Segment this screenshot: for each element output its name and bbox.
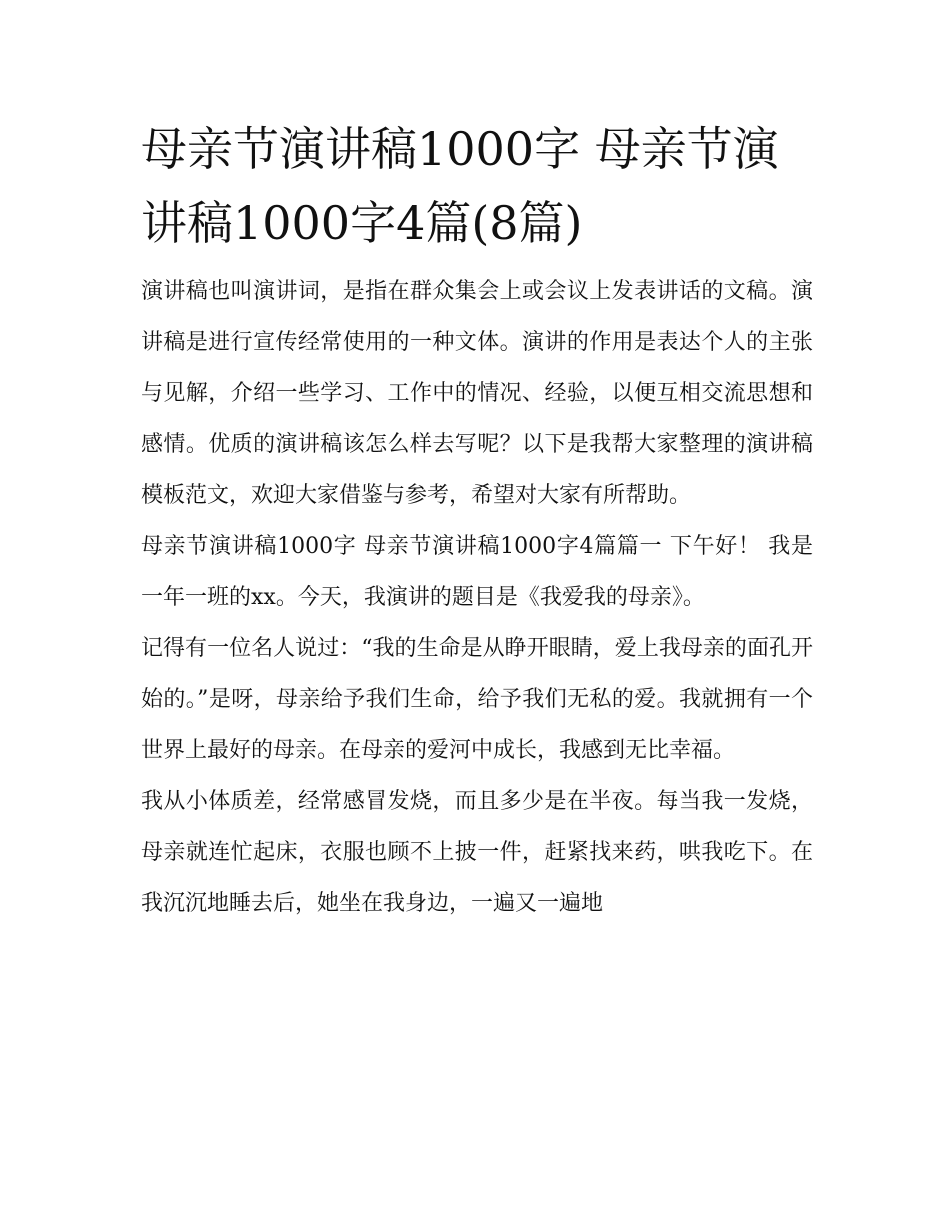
speech-opening-paragraph: 母亲节演讲稿1000字 母亲节演讲稿1000字4篇篇一 下午好！ 我是一年一班的xx。今天，我演讲的题目是《我爱我的母亲》。 (141, 534, 813, 610)
document-page (141, 112, 813, 929)
quote-paragraph: 记得有一位名人说过：“我的生命是从睁开眼睛，爱上我母亲的面孔开始的。”是呀，母亲给予我们生命，给予我们无私的爱。我就拥有一个世界上最好的母亲。在母亲的爱河中成长，我感到无比幸福。 (141, 636, 813, 763)
intro-paragraph: 演讲稿也叫演讲词，是指在群众集会上或会议上发表讲话的文稿。演讲稿是进行宣传经常使用的一种文体。演讲的作用是表达个人的主张与见解，介绍一些学习、工作中的情况、经验，以便互相交流思想和感情。优质的演讲稿该怎么样去写呢？以下是我帮大家整理的演讲稿模板范文，欢迎大家借鉴与参考，希望对大家有所帮助。 (141, 279, 813, 508)
childhood-paragraph: 我从小体质差，经常感冒发烧，而且多少是在半夜。每当我一发烧，母亲就连忙起床，衣服也顾不上披一件，赶紧找来药，哄我吃下。在我沉沉地睡去后，她坐在我身边，一遍又一遍地 (141, 789, 813, 916)
document-title: 母亲节演讲稿1000字 母亲节演讲稿1000字4篇(8篇) (141, 122, 779, 250)
